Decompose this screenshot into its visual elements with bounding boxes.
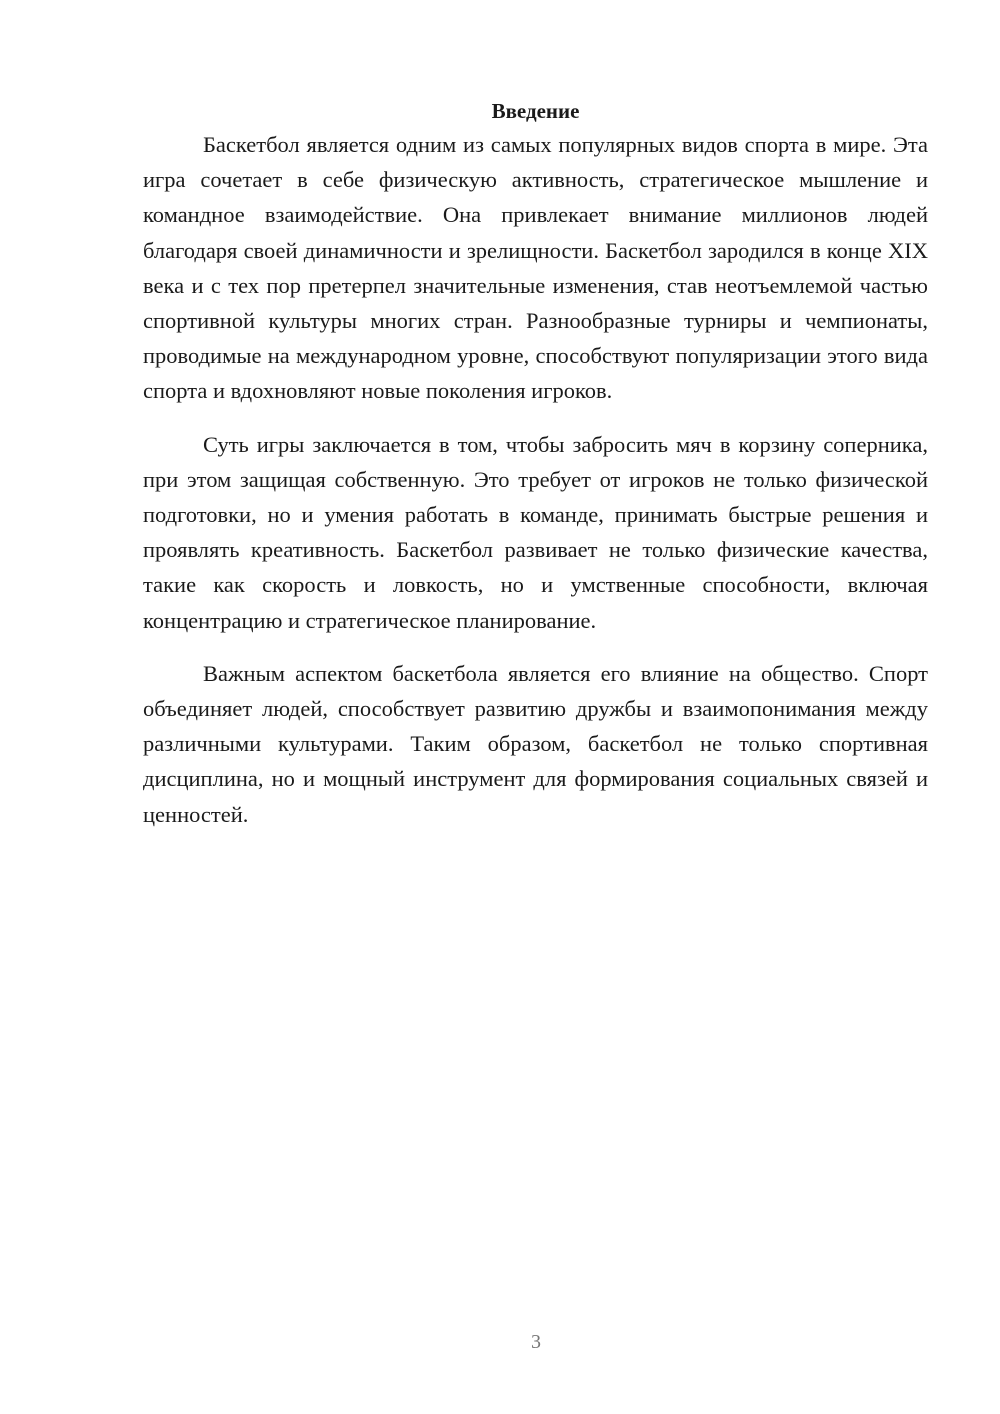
section-heading: Введение (491, 99, 580, 123)
paragraph-3: Важным аспектом баскетбола является его влияние на общество. Спорт объединяет людей, способствует развитию дружбы и взаимопонимания между различными культурами. Таким образом, баскетбол не только спортивная дисциплина, но и мощный инструмент для формирования социальных связей и ценностей. (143, 660, 928, 827)
page-content (143, 95, 928, 832)
paragraph-1: Баскетбол является одним из самых популярных видов спорта в мире. Эта игра сочетает в себе физическую активность, стратегическое мышление и командное взаимодействие. Она привлекает внимание миллионов людей благодаря своей динамичности и зрелищности. Баскетбол зародился в конце XIX века и с тех пор претерпел значительные изменения, став неотъемлемой частью спортивной культуры многих стран. Разнообразные турниры и чемпионаты, проводимые на международном уровне, способствуют популяризации этого вида спорта и вдохновляют новые поколения игроков. (143, 132, 928, 404)
page-number: 3 (531, 1331, 541, 1353)
paragraph-2: Суть игры заключается в том, чтобы забросить мяч в корзину соперника, при этом защищая собственную. Это требует от игроков не только физической подготовки, но и умения работать в команде, принимать быстрые решения и проявлять креативность. Баскетбол развивает не только физические качества, такие как скорость и ловкость, но и умственные способности, включая концентрацию и стратегическое планирование. (143, 431, 928, 633)
